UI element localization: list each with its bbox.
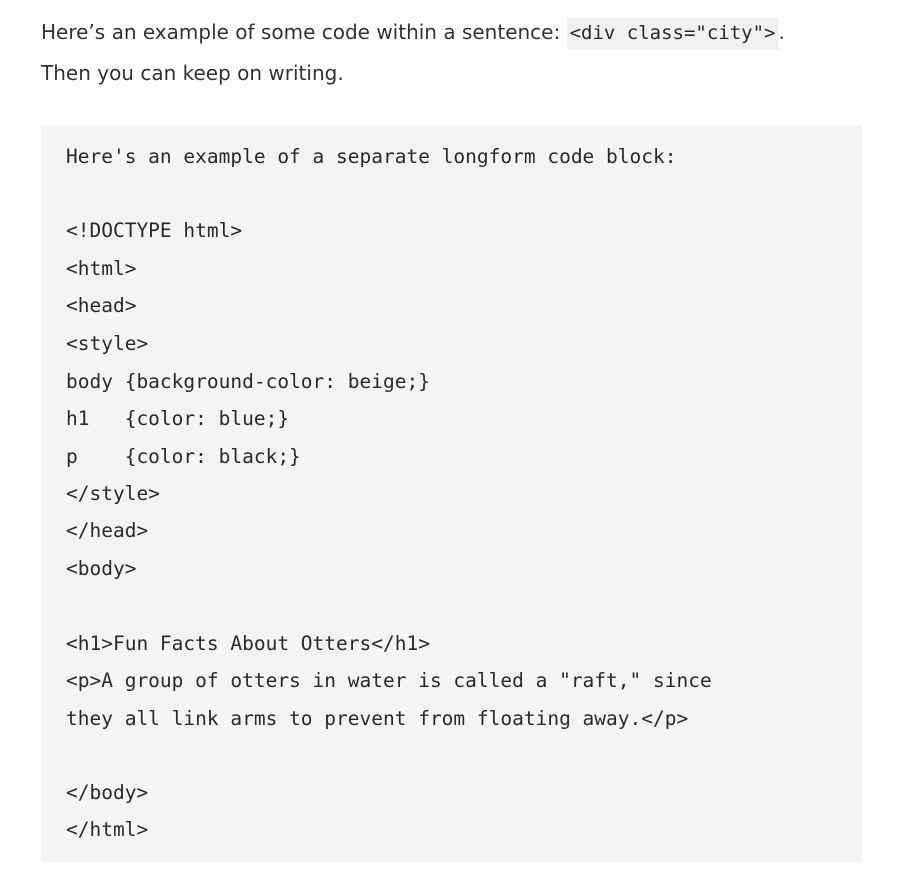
code-line: <style> bbox=[66, 332, 149, 355]
code-line: </html> bbox=[66, 818, 149, 841]
code-line: </body> bbox=[66, 781, 149, 804]
code-line: they all link arms to prevent from floating away.</p> bbox=[66, 707, 689, 730]
code-block bbox=[41, 125, 862, 862]
code-line: <body> bbox=[66, 557, 137, 580]
code-line: <html> bbox=[66, 257, 137, 280]
code-line: <h1>Fun Facts About Otters</h1> bbox=[66, 632, 430, 655]
code-line: body {background-color: beige;} bbox=[66, 370, 430, 393]
code-line: <!DOCTYPE html> bbox=[66, 219, 243, 242]
code-line: <p>A group of otters in water is called a "raft," since bbox=[66, 669, 712, 692]
intro-line-2: Then you can keep on writing. bbox=[41, 61, 344, 85]
code-line: </head> bbox=[66, 519, 149, 542]
code-line: Here's an example of a separate longform code block: bbox=[66, 145, 677, 168]
code-line: </style> bbox=[66, 482, 160, 505]
intro-period: . bbox=[778, 20, 785, 44]
code-line: p {color: black;} bbox=[66, 445, 301, 468]
intro-line-1 bbox=[41, 12, 901, 53]
intro-text: Here’s an example of some code within a sentence: bbox=[41, 20, 567, 44]
intro-paragraph bbox=[41, 12, 901, 93]
code-line: <head> bbox=[66, 294, 137, 317]
code-line: h1 {color: blue;} bbox=[66, 407, 290, 430]
inline-code-snippet: <div class="city"> bbox=[567, 18, 779, 50]
